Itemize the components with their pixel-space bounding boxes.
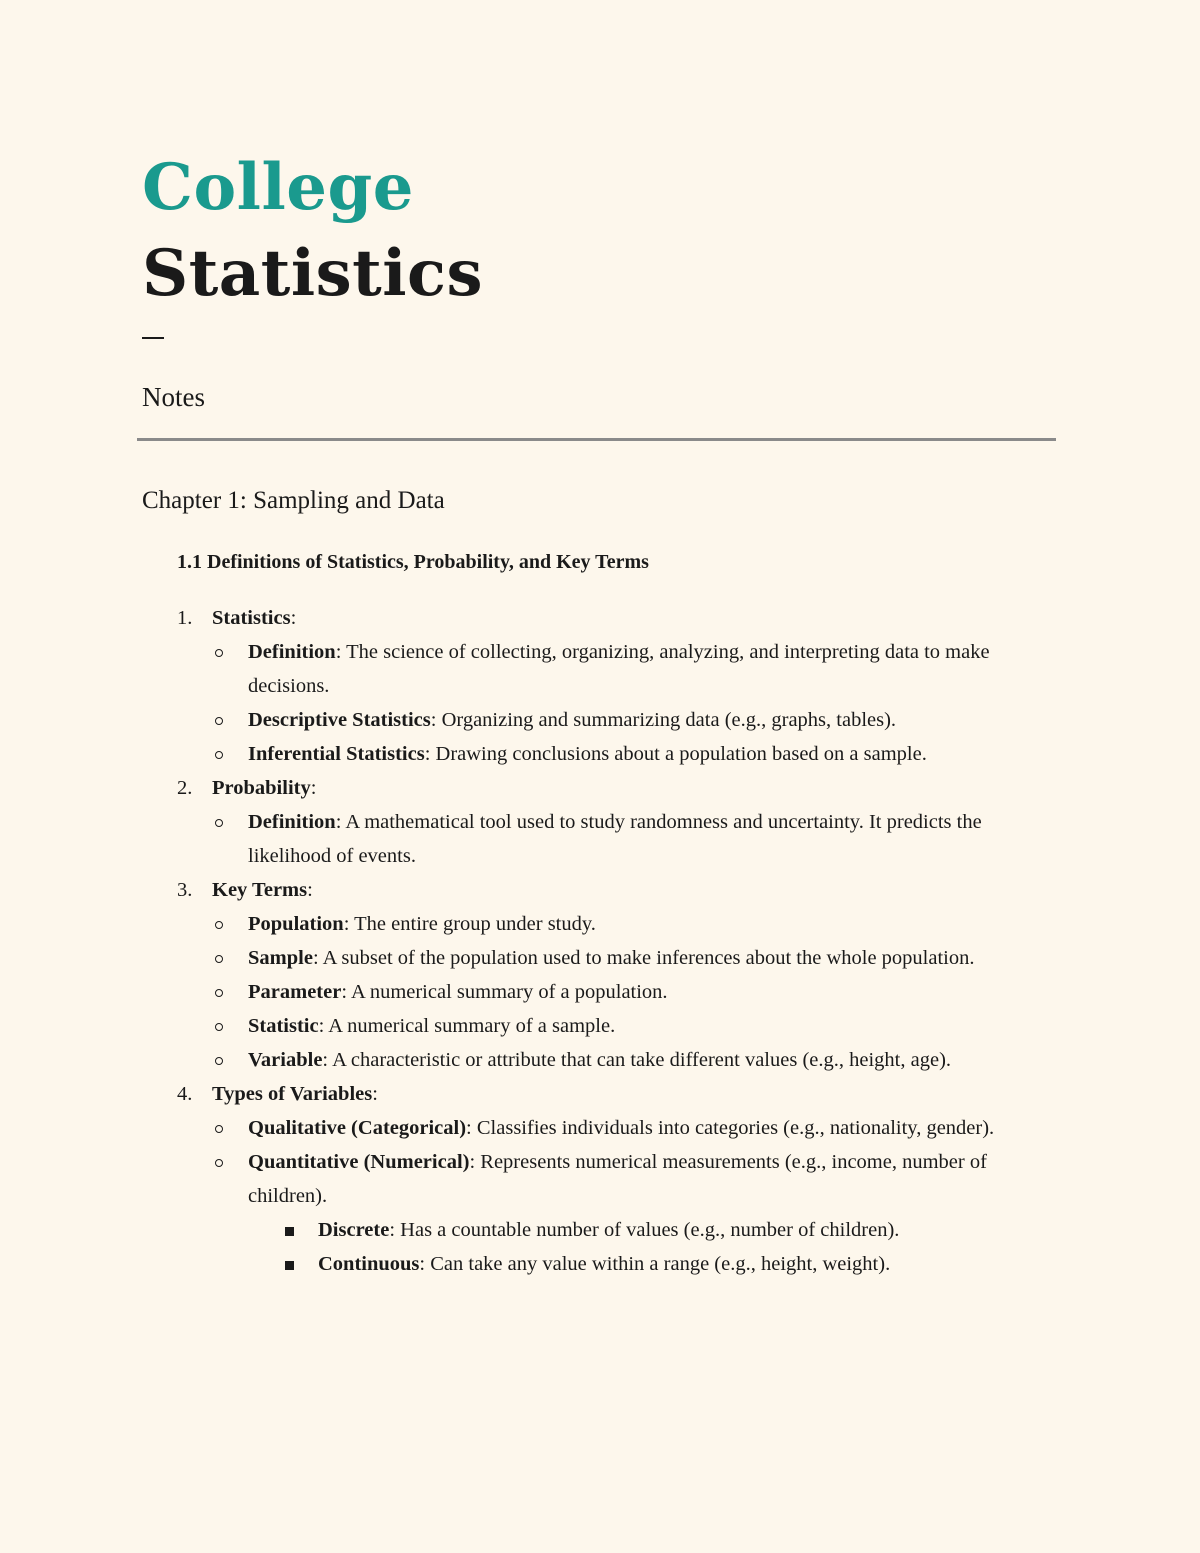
section-heading: 1.1 Definitions of Statistics, Probability, and Key Terms	[177, 551, 649, 573]
sub-item	[142, 1043, 1062, 1077]
sub-text: : Has a countable number of values (e.g., number of children).	[389, 1219, 900, 1241]
item-term: Statistics	[212, 607, 291, 629]
list-number: 4.	[177, 1083, 193, 1105]
sub-item	[142, 635, 1062, 703]
title-college: College	[142, 150, 414, 225]
sub-term: Sample	[248, 947, 313, 969]
list-number: 1.	[177, 607, 193, 629]
item-term: Probability	[212, 777, 311, 799]
sub-text: : A numerical summary of a population.	[341, 981, 668, 1003]
sub-term: Definition	[248, 641, 336, 663]
sub-text: : A numerical summary of a sample.	[318, 1015, 616, 1037]
sub-text: : Classifies individuals into categories (e.g., nationality, gender).	[466, 1117, 995, 1139]
sub-text: : Organizing and summarizing data (e.g., graphs, tables).	[430, 709, 897, 731]
sub-item	[142, 1009, 1062, 1043]
title-statistics: Statistics	[142, 236, 484, 311]
list-number: 3.	[177, 879, 193, 901]
subtitle-notes: Notes	[142, 382, 205, 412]
sub-sub-item	[142, 1213, 1062, 1247]
sub-term: Definition	[248, 811, 336, 833]
sub-text: : A subset of the population used to make inferences about the whole population.	[312, 947, 975, 969]
circle-bullet-icon	[215, 955, 223, 963]
list-item: 1. Statistics:	[177, 601, 1062, 635]
sub-item	[142, 737, 1062, 771]
circle-bullet-icon	[215, 751, 223, 759]
sub-text: : A characteristic or attribute that can take different values (e.g., height, age).	[322, 1049, 952, 1071]
sub-term: Parameter	[248, 981, 342, 1003]
sub-text: : Represents numerical measurements (e.g., income, number of children).	[248, 1151, 987, 1207]
horizontal-rule	[137, 438, 1056, 441]
sub-item	[142, 1111, 1062, 1145]
sub-term: Continuous	[318, 1253, 420, 1275]
square-bullet-icon	[285, 1227, 294, 1236]
sub-term: Statistic	[248, 1015, 319, 1037]
circle-bullet-icon	[215, 819, 223, 827]
list-number: 2.	[177, 777, 193, 799]
chapter-heading: Chapter 1: Sampling and Data	[142, 487, 445, 514]
sub-term: Qualitative (Categorical)	[248, 1117, 467, 1139]
list-item: 3. Key Terms:	[177, 873, 1062, 907]
sub-text: : The entire group under study.	[343, 913, 596, 935]
circle-bullet-icon	[215, 1023, 223, 1031]
sub-term: Population	[248, 913, 344, 935]
circle-bullet-icon	[215, 717, 223, 725]
sub-term: Variable	[248, 1049, 323, 1071]
sub-sub-item	[142, 1247, 1062, 1281]
circle-bullet-icon	[215, 649, 223, 657]
circle-bullet-icon	[215, 989, 223, 997]
sub-item	[142, 1145, 1062, 1213]
sub-text: : A mathematical tool used to study randomness and uncertainty. It predicts the likelihood of events.	[248, 811, 982, 867]
sub-item	[142, 941, 1062, 975]
circle-bullet-icon	[215, 1159, 223, 1167]
circle-bullet-icon	[215, 1057, 223, 1065]
sub-text: : The science of collecting, organizing, analyzing, and interpreting data to make decisions.	[248, 641, 990, 697]
item-term: Key Terms	[212, 879, 308, 901]
list-item: 4. Types of Variables:	[177, 1077, 1062, 1111]
item-term: Types of Variables	[212, 1083, 373, 1105]
circle-bullet-icon	[215, 1125, 223, 1133]
sub-item	[142, 907, 1062, 941]
sub-text: : Drawing conclusions about a population based on a sample.	[424, 743, 927, 765]
sub-item	[142, 703, 1062, 737]
circle-bullet-icon	[215, 921, 223, 929]
sub-text: : Can take any value within a range (e.g., height, weight).	[419, 1253, 891, 1275]
square-bullet-icon	[285, 1261, 294, 1270]
sub-item	[142, 975, 1062, 1009]
list-item: 2. Probability:	[177, 771, 1062, 805]
title-dash	[142, 337, 164, 339]
sub-term: Quantitative (Numerical)	[248, 1151, 470, 1173]
sub-term: Descriptive Statistics	[248, 709, 431, 731]
sub-term: Inferential Statistics	[248, 743, 425, 765]
sub-term: Discrete	[318, 1219, 390, 1241]
definitions-list	[177, 601, 1062, 1281]
sub-item	[142, 805, 1062, 873]
